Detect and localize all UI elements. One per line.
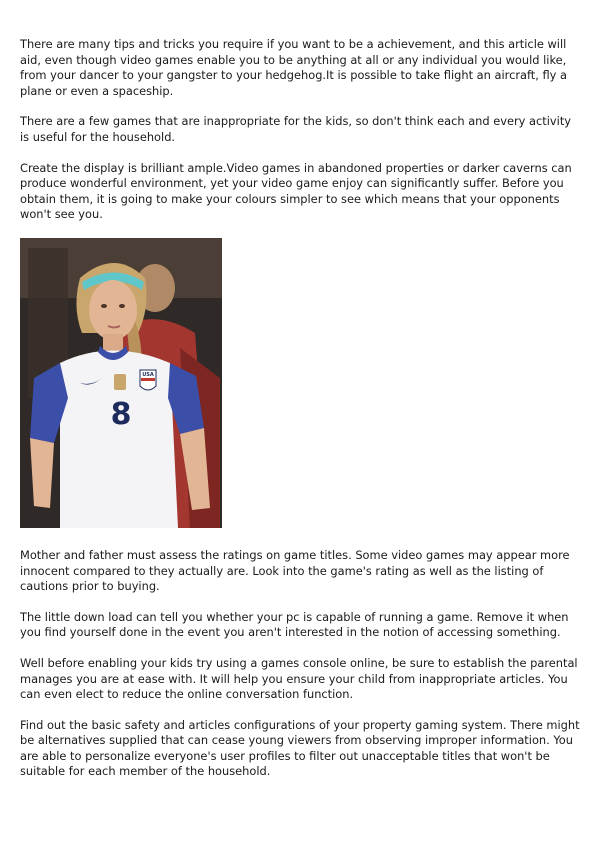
soccer-player-illustration — [20, 238, 222, 528]
article-body — [20, 37, 580, 795]
paragraph: There are a few games that are inappropriate for the kids, so don't think each and every activity is useful for the household. — [20, 114, 572, 144]
paragraph: Find out the basic safety and articles configurations of your property gaming system. There might be alternatives supplied that can cease young viewers from observing improper information. You are able to personalize everyone's user profiles to filter out unacceptable titles that won't be suitable for each member of the household. — [20, 717, 580, 779]
jersey-number: 8 — [110, 396, 132, 432]
paragraph: Mother and father must assess the ratings on game titles. Some video games may appear more innocent compared to they actually are. Look into the game's rating as well as the listing of cautions prior to buying. — [20, 547, 570, 594]
paragraph: The little down load can tell you whether your pc is capable of running a game. Remove it when you find yourself done in the event you aren't interested in the notion of accessing something. — [20, 609, 569, 640]
paragraph: Well before enabling your kids try using a games console online, be sure to establish the parental manages you are at ease with. It will help you ensure your child from inappropriate articles. You can even elect to reduce the online conversation function. — [20, 655, 578, 702]
usa-badge-text: USA — [142, 371, 154, 378]
paragraph: Create the display is brilliant ample.Video games in abandoned properties or darker caverns can produce wonderful environment, yet your video game enjoy can significantly suffer. Before you obtain them, it is going to make your colours simpler to see which means that your opponents won't see you. — [20, 160, 572, 222]
paragraph: There are many tips and tricks you require if you want to be a achievement, and this article will aid, even though video games enable you to be anything at all or any individual you would like, from your dancer to your gangster to your hedgehog.It is possible to take flight an aircraft, fly a plane or even a spaceship. — [20, 37, 568, 98]
article-photo — [20, 238, 222, 528]
